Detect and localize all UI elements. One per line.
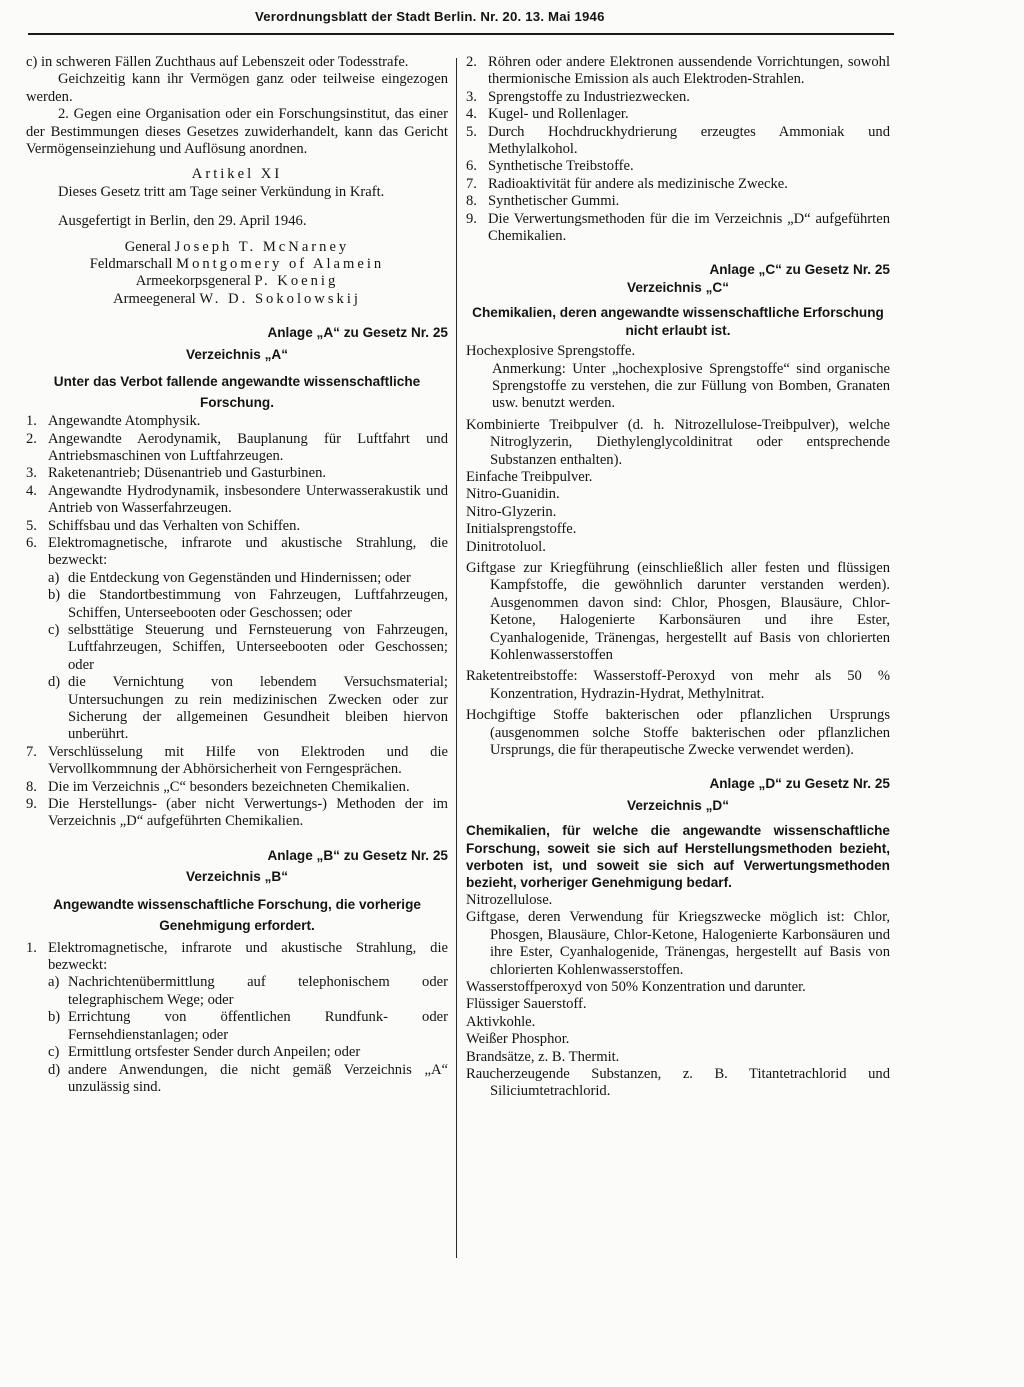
list-item-number: 9. <box>466 210 477 227</box>
anlage-c-title: Anlage „C“ zu Gesetz Nr. 25 <box>709 262 890 278</box>
verzeichnis-b-title: Verzeichnis „B“ <box>186 869 288 885</box>
list-item-text: Raketenantrieb; Düsenantrieb und Gasturbinen. <box>48 465 327 482</box>
list-item-number: 2. <box>26 430 37 447</box>
list-item-text: Die Verwertungsmethoden für die im Verzeichnis „D“ aufgeführten Chemikalien. <box>488 210 890 245</box>
list-item-number: 6. <box>466 158 477 175</box>
list-sub-item-letter: d) <box>48 1061 61 1078</box>
list-sub-item-text: Ermittlung ortsfester Sender durch Anpeilen; oder <box>68 1044 361 1061</box>
list-item-number: 3. <box>26 465 37 482</box>
list-item-text: Angewandte Aerodynamik, Bauplanung für Luftfahrt und Antriebsmaschinen von Luftfahrzeugen. <box>48 430 448 464</box>
list-item <box>26 483 448 518</box>
signature-rank: Armeekorpsgeneral <box>135 273 251 290</box>
list-item-text: Synthetische Treibstoffe. <box>488 158 634 175</box>
list-item-text: Elektromagnetische, infrarote und akustische Strahlung, die bezweckt: <box>48 534 448 569</box>
artikel-text: Dieses Gesetz tritt am Tage seiner Verkündung in Kraft. <box>58 183 385 200</box>
list-item <box>466 193 890 210</box>
d-short-1: Flüssiger Sauerstoff. <box>466 996 587 1013</box>
list-item <box>466 54 890 89</box>
list-item <box>26 744 448 779</box>
list-item <box>466 211 890 246</box>
list-item-text: Elektromagnetische, infrarote und akustische Strahlung, die bezweckt: <box>48 939 448 974</box>
list-item-number: 8. <box>26 778 37 795</box>
c-hochgiftig: Hochgiftige Stoffe bakterischen oder pflanzlichen Ursprungs (ausgenommen solche Stoffe bakterischen oder pflanzlichen Ursprungs, die für therapeutische Zwecke verwendet werden). <box>466 707 890 759</box>
verzeichnis-a-title: Verzeichnis „A“ <box>186 346 288 362</box>
list-item-text: Durch Hochdruckhydrierung erzeugtes Ammoniak und Methylalkohol. <box>488 123 890 158</box>
anlage-c-heading: Chemikalien, deren angewandte wissenschaftliche Erforschung nicht erlaubt ist. <box>472 305 884 338</box>
c-einfache-4: Initialsprengstoffe. <box>466 521 577 538</box>
anlage-b-list-continued <box>466 54 890 245</box>
c-raketen: Raketentreibstoffe: Wasserstoff-Peroxyd von mehr als 50 % Konzentration, Hydrazin-Hydrat, Methylnitrat. <box>466 668 890 702</box>
right-column <box>466 54 890 1101</box>
list-item <box>26 940 448 975</box>
signature-2 <box>26 256 448 273</box>
verzeichnis-d-title: Verzeichnis „D“ <box>627 797 729 813</box>
list-item-number: 3. <box>466 88 477 105</box>
signature-rank: General <box>124 238 171 255</box>
list-sub-item-text: Nachrichtenübermittlung auf telephonischem oder telegraphischem Wege; oder <box>68 974 448 1008</box>
anlage-d-heading: Chemikalien, für welche die angewandte wissenschaftliche Forschung, soweit sie sich auf Herstellungsmethoden bezieht, verboten ist, und soweit sie sich auf Verwertungsmethoden bezieht, vorheriger Genehmigung bedarf. <box>466 823 890 891</box>
list-item-text: Die Herstellungs- (aber nicht Verwertungs-) Methoden der im Verzeichnis „D“ aufgeführten Chemikalien. <box>48 796 448 830</box>
c-einfache-5: Dinitrotoluol. <box>466 538 546 555</box>
signature-name: P. Koenig <box>254 273 339 290</box>
list-item-number: 1. <box>26 939 37 956</box>
list-item <box>26 779 448 796</box>
list-item-number: 9. <box>26 796 37 813</box>
header-number: Nr. 20. <box>480 9 522 24</box>
signature-block <box>26 239 448 309</box>
c-kombiniert: Kombinierte Treibpulver (d. h. Nitrozellulose-Treibpulver), welche Nitroglyzerin, Diethylenglycoldinitrat oder entsprechende Substanzen enthalten). <box>466 416 890 468</box>
signature-rank: Feldmarschall <box>89 256 173 273</box>
list-item-number: 2. <box>466 54 477 70</box>
list-item-number: 7. <box>466 175 477 192</box>
header-title: Verordnungsblatt der Stadt Berlin. <box>255 9 477 24</box>
list-sub-item-letter: c) <box>48 621 60 638</box>
list-item <box>26 796 448 831</box>
list-item <box>26 535 448 570</box>
header-rule <box>28 33 894 35</box>
list-item-number: 4. <box>466 106 477 123</box>
verzeichnis-c-title: Verzeichnis „C“ <box>627 279 729 295</box>
list-item-text: Angewandte Atomphysik. <box>48 413 201 430</box>
list-item-number: 5. <box>26 517 37 534</box>
list-item-text: Die im Verzeichnis „C“ besonders bezeichneten Chemikalien. <box>48 778 410 795</box>
list-sub-item <box>26 1044 448 1061</box>
list-sub-item-letter: c) <box>48 1044 60 1061</box>
list-item-number: 5. <box>466 123 477 140</box>
c-hochexplosiv: Hochexplosive Sprengstoffe. <box>466 343 636 360</box>
list-sub-item <box>26 974 448 1009</box>
list-item-text: Röhren oder andere Elektronen aussendende Vorrichtungen, sowohl thermionische Emission als auch Elektroden-Strahlen. <box>488 54 890 88</box>
c-einfache-2: Nitro-Guanidin. <box>466 486 560 503</box>
signature-name: W. D. Sokolowskij <box>199 290 361 307</box>
header-date: 13. Mai 1946 <box>525 9 605 24</box>
d-rauch: Raucherzeugende Substanzen, z. B. Titantetrachlorid und Siliciumtetrachlorid. <box>466 1065 890 1100</box>
paragraph-2: 2. Gegen eine Organisation oder ein Forschungsinstitut, das einer der Bestimmungen dieses Gesetzes zuwiderhandelt, kann das Gericht Vermögenseinziehung und Auflösung anordnen. <box>26 106 448 158</box>
signature-name: Joseph T. McNarney <box>174 238 350 255</box>
list-sub-item-text: die Vernichtung von lebendem Versuchsmaterial; Untersuchungen zu rein medizinischen Zwecken oder zur Sicherung der allgemeinen Gesundheit bleiben hiervon unberührt. <box>68 674 448 743</box>
list-sub-item-letter: a) <box>48 974 60 991</box>
list-item-text: Kugel- und Rollenlager. <box>488 106 629 123</box>
artikel-title: Artikel XI <box>191 166 283 183</box>
list-item-text: Schiffsbau und das Verhalten von Schiffen. <box>48 517 301 534</box>
list-item <box>466 158 890 175</box>
ausgefertigt-line: Ausgefertigt in Berlin, den 29. April 1946. <box>58 213 307 230</box>
d-giftgase: Giftgase, deren Verwendung für Kriegszwecke möglich ist: Chlor, Phosgen, Blausäure, Chlor-Ketone, Halogenierte Karbonsäuren und ihre Ester, Cyanhalogenide, Tränengas, hergestellt auf Basis von chlorierten Kohlenwasserstoffen. <box>466 909 890 978</box>
list-sub-item <box>26 622 448 674</box>
c-anmerkung: Anmerkung: Unter „hochexplosive Sprengstoffe“ sind organische Sprengstoffe zu verstehen, die zur Füllung von Bomben, Granaten usw. benutzt werden. <box>492 360 890 412</box>
list-item <box>466 106 890 123</box>
list-item <box>466 176 890 193</box>
list-item-text: Verschlüsselung mit Hilfe von Elektroden und die Vervollkommnung der Abhörsicherheit von Ferngesprächen. <box>48 743 448 778</box>
signature-1 <box>26 239 448 256</box>
list-item-number: 6. <box>26 534 37 551</box>
signature-4 <box>26 291 448 308</box>
list-sub-item <box>26 674 448 744</box>
list-item-number: 4. <box>26 482 37 499</box>
paragraph-vermoegen: Geichzeitig kann ihr Vermögen ganz oder teilweise eingezogen werden. <box>26 71 448 105</box>
c-einfache-1: Einfache Treibpulver. <box>466 468 593 485</box>
list-item-number: 8. <box>466 193 477 210</box>
signature-3 <box>26 273 448 290</box>
list-sub-item <box>26 570 448 587</box>
list-sub-item-text: andere Anwendungen, die nicht gemäß Verzeichnis „A“ unzulässig sind. <box>68 1061 448 1095</box>
left-column <box>26 54 448 1096</box>
list-item-number: 1. <box>26 413 37 430</box>
d-short-3: Weißer Phosphor. <box>466 1031 570 1048</box>
signature-rank: Armeegeneral <box>113 290 196 307</box>
d-short-4: Brandsätze, z. B. Thermit. <box>466 1048 620 1065</box>
d-wasserstoff: Wasserstoffperoxyd von 50% Konzentration und darunter. <box>466 978 806 995</box>
anlage-d-title: Anlage „D“ zu Gesetz Nr. 25 <box>709 776 890 792</box>
anlage-b-heading: Angewandte wissenschaftliche Forschung, die vorherige Genehmigung erfordert. <box>53 896 421 933</box>
list-sub-item-letter: b) <box>48 1009 61 1026</box>
list-sub-item <box>26 587 448 622</box>
anlage-b-list <box>26 940 448 1097</box>
list-sub-item-text: selbsttätige Steuerung und Fernsteuerung von Fahrzeugen, Luftfahrzeugen, Schiffen, Unterseebooten oder Geschossen; oder <box>68 621 448 673</box>
list-item-text: Angewandte Hydrodynamik, insbesondere Unterwasserakustik und Antrieb von Wasserfahrzeugen. <box>48 482 448 517</box>
list-sub-item <box>26 1062 448 1097</box>
list-item <box>26 465 448 482</box>
list-sub-item-text: die Standortbestimmung von Fahrzeugen, Luftfahrzeugen, Schiffen, Unterseebooten oder Geschossen; oder <box>68 587 448 621</box>
anlage-a-list <box>26 413 448 831</box>
list-item <box>466 124 890 159</box>
signature-name: Montgomery of Alamein <box>176 256 385 273</box>
list-item-number: 7. <box>26 743 37 760</box>
list-sub-item-letter: a) <box>48 569 60 586</box>
list-item <box>466 89 890 106</box>
page-header <box>255 8 895 25</box>
list-sub-item-letter: d) <box>48 674 61 691</box>
list-item-text: Synthetischer Gummi. <box>488 193 620 210</box>
c-giftgase: Giftgase zur Kriegführung (einschließlich aller festen und flüssigen Kampfstoffe, die gewöhnlich darunter verstanden werden). Ausgenommen davon sind: Chlor, Phosgen, Blausäure, Chlor-Ketone, Halogenierte Karbonsäuren und ihre Ester, Cyanhalogenide, Tränengas, hergestellt auf Basis von chlorierten Kohlenwasserstoffen <box>466 559 890 663</box>
d-nitro: Nitrozellulose. <box>466 891 553 908</box>
anlage-a-heading: Unter das Verbot fallende angewandte wissenschaftliche Forschung. <box>53 374 421 411</box>
continuation-item-c: c) in schweren Fällen Zuchthaus auf Lebenszeit oder Todesstrafe. <box>26 54 409 70</box>
anlage-a-title: Anlage „A“ zu Gesetz Nr. 25 <box>267 325 448 341</box>
list-sub-item-letter: b) <box>48 587 61 604</box>
list-sub-item-text: Errichtung von öffentlichen Rundfunk- oder Fernsehdienstanlagen; oder <box>68 1009 448 1043</box>
list-sub-item-text: die Entdeckung von Gegenständen und Hindernissen; oder <box>68 569 411 586</box>
anlage-b-title: Anlage „B“ zu Gesetz Nr. 25 <box>267 847 448 863</box>
list-item <box>26 431 448 466</box>
list-sub-item <box>26 1009 448 1044</box>
list-item <box>26 413 448 430</box>
c-einfache-3: Nitro-Glyzerin. <box>466 503 557 520</box>
list-item-text: Sprengstoffe zu Industriezwecken. <box>488 88 690 105</box>
list-item-text: Radioaktivität für andere als medizinische Zwecke. <box>488 175 788 192</box>
list-item <box>26 518 448 535</box>
column-divider <box>456 58 457 1258</box>
d-short-2: Aktivkohle. <box>466 1013 536 1030</box>
